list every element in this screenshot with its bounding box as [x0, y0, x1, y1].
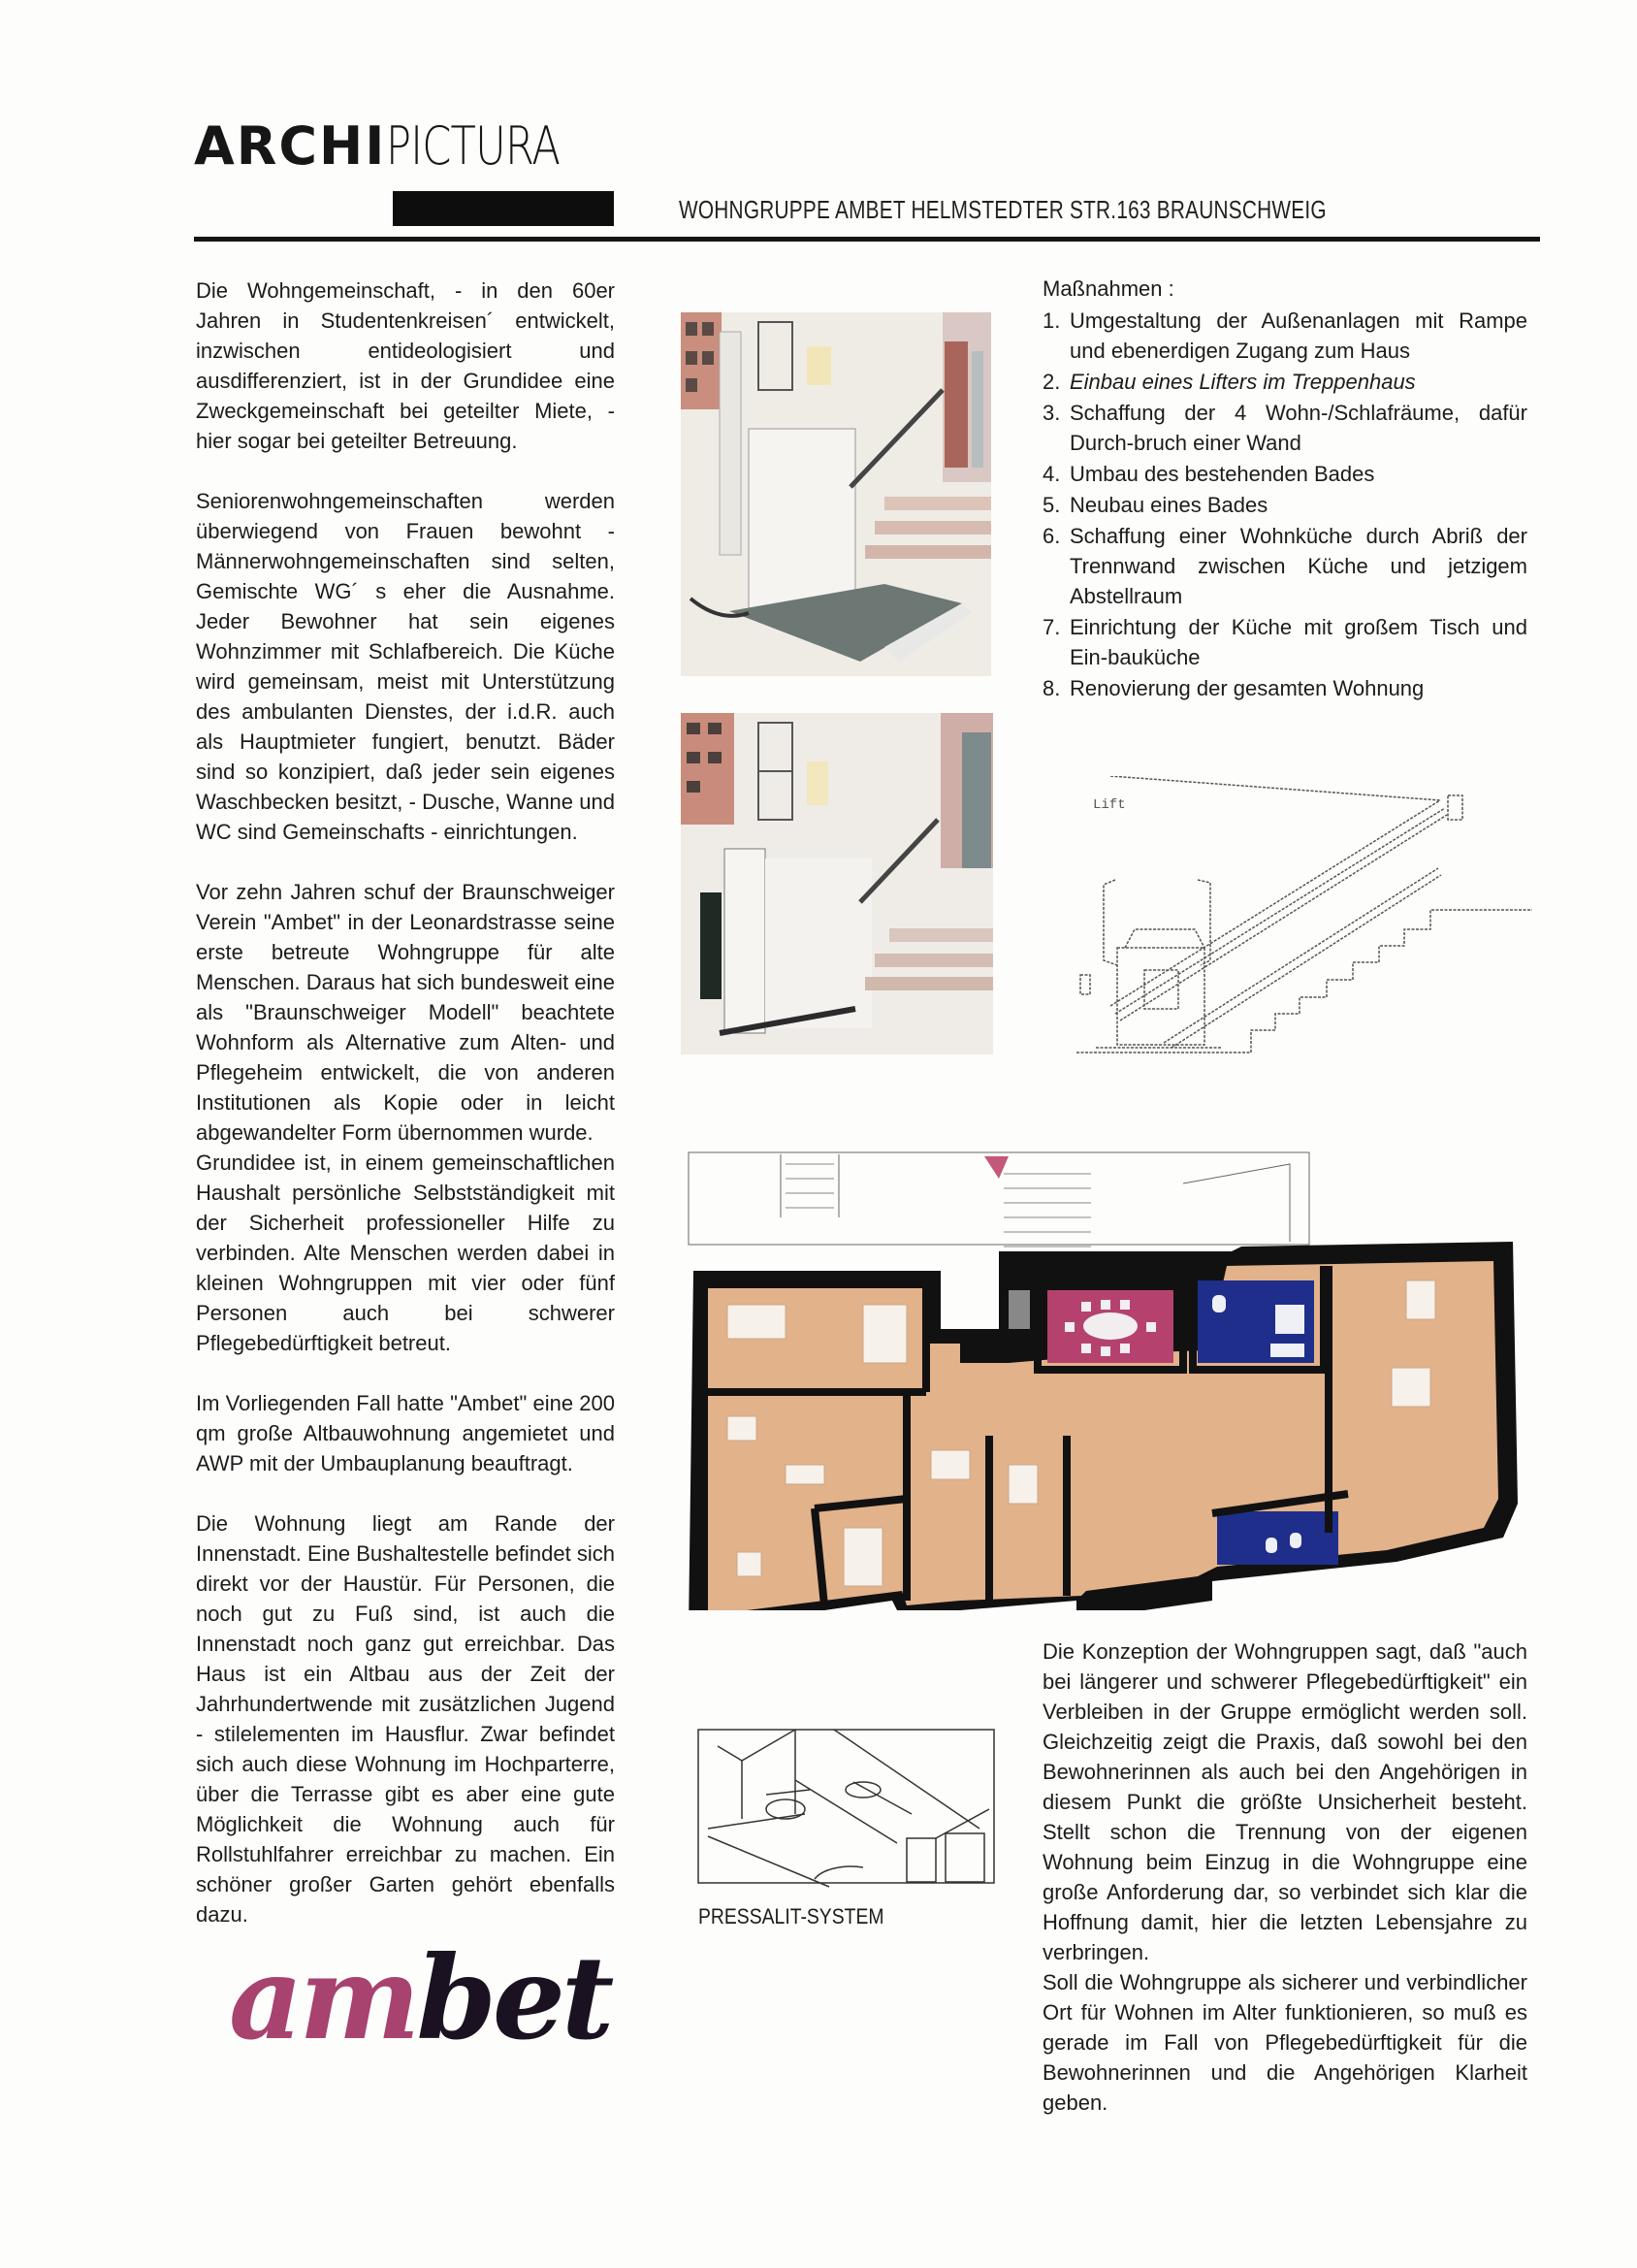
photo-stairlift-folded — [681, 713, 993, 1054]
measure-item: 7. Einrichtung der Küche mit großem Tisch und Ein-bauküche — [1043, 615, 1527, 669]
measures-heading: Maßnahmen : — [1043, 276, 1174, 301]
photo-stairlift-platform — [681, 312, 991, 676]
measure-item: 4. Umbau des bestehenden Bades — [1043, 462, 1375, 486]
measure-item: 1. Umgestaltung der Außenanlagen mit Rampe und ebenerdigen Zugang zum Haus — [1043, 308, 1527, 363]
paragraph-intro: Die Wohngemeinschaft, - in den 60er Jahren in Studentenkreisen´ entwickelt, inzwischen entideologisiert und ausdifferenziert, ist in der Grundidee eine Zweckgemeinschaft bei geteilter Miete, - hier sogar bei geteilter Betreuung. — [196, 278, 615, 453]
lift-section-drawing — [1047, 776, 1532, 1057]
floor-plan — [669, 1145, 1542, 1610]
paragraph-senioren: Seniorenwohngemeinschaften werden überwiegend von Frauen bewohnt - Männerwohngemeinschaften sind selten, Gemischte WG´ s eher die Ausnahme. Jeder Bewohner hat sein eigenes Wohnzimmer mit Schlafbereich. Die Küche wird gemeinsam, meist mit Unterstützung des ambulanten Dienstes, der i.d.R. auch als Hauptmieter fungiert, benutzt. Bäder sind so konzipiert, daß jeder sein eigenes Waschbecken besitzt, - Dusche, Wanne und WC sind Gemeinschafts - einrichtungen. — [196, 489, 615, 844]
ambet-logo-part2: bet — [416, 1930, 611, 2065]
paragraph-conclusion: Soll die Wohngruppe als sicherer und verbindlicher Ort für Wohnen im Alter funktionieren, so muß es gerade im Fall von Pflegebedürftigkeit für die Bewohnerinnen und die Angehörigen Klarheit geben. — [1043, 1970, 1527, 2115]
measure-item: 8. Renovierung der gesamten Wohnung — [1043, 676, 1425, 700]
paragraph-history: Vor zehn Jahren schuf der Braunschweiger Verein "Ambet" in der Leonardstrasse seine erste betreute Wohngruppe für alte Menschen. Daraus hat sich bundesweit eine als "Braunschweiger Modell" beachtete Wohnform als Alternative zum Alten- und Pflegeheim entwickelt, die von anderen Institutionen als Kopie oder in leicht abgewandelter Form übernommen wurde. — [196, 880, 615, 1145]
archipictura-logo — [194, 114, 603, 178]
ambet-logo-part1: am — [229, 1930, 417, 2065]
project-title: WOHNGRUPPE AMBET HELMSTEDTER STR.163 BRAUNSCHWEIG — [679, 195, 1327, 224]
measure-item: 2. Einbau eines Lifters im Treppenhaus — [1043, 370, 1416, 394]
ambet-logo — [229, 1930, 611, 2065]
pressalit-drawing — [689, 1722, 1023, 1892]
measure-item: 3. Schaffung der 4 Wohn-/Schlafräume, dafür Durch-bruch einer Wand — [1043, 401, 1527, 455]
paragraph-case: Im Vorliegenden Fall hatte "Ambet" eine 200 qm große Altbauwohnung angemietet und AWP mit der Umbauplanung beauftragt. — [196, 1391, 615, 1475]
logo-bold: ARCHI — [194, 115, 387, 177]
conception-section — [1043, 1636, 1527, 2118]
paragraph-conception: Die Konzeption der Wohngruppen sagt, daß "auch bei längerer und schwerer Pflegebedürftigkeit" ein Verbleiben in der Gruppe ermöglicht werden soll. Gleichzeitig zeigt die Praxis, daß sowohl bei den Bewohnerinnen als auch bei den Angehörigen in diesem Punkt die größte Unsicherheit besteht. Stellt schon die Trennung von der eigenen Wohnung beim Einzug in die Wohngruppe eine große Anforderung dar, so verbindet sich klar die Hoffnung damit, hier die letzten Lebensjahre zu verbringen. — [1043, 1639, 1527, 1964]
measure-item: 5. Neubau eines Bades — [1043, 493, 1268, 517]
measures-section — [1043, 274, 1527, 704]
measure-item: 6. Schaffung einer Wohnküche durch Abriß der Trennwand zwischen Küche und jetzigem Abstellraum — [1043, 524, 1527, 608]
measures-list — [1043, 306, 1527, 703]
pressalit-caption: PRESSALIT-SYSTEM — [698, 1904, 884, 1928]
header-rule — [194, 237, 1540, 242]
left-text-column — [196, 275, 615, 1960]
redaction-bar — [393, 191, 614, 226]
logo-light: PICTURA — [386, 115, 561, 177]
lift-label: Lift — [1093, 797, 1126, 813]
paragraph-grundidee: Grundidee ist, in einem gemeinschaftlichen Haushalt persönliche Selbstständigkeit mit der Sicherheit professioneller Hilfe zu verbinden. Alte Menschen werden dabei in kleinen Wohngruppen mit vier oder fünf Personen auch bei schwerer Pflegebedürftigkeit betreut. — [196, 1150, 615, 1355]
paragraph-location: Die Wohnung liegt am Rande der Innenstadt. Eine Bushaltestelle befindet sich direkt vor der Haustür. Für Personen, die noch gut zu Fuß sind, ist auch die Innenstadt noch ganz gut erreichbar. Das Haus ist ein Altbau aus der Zeit der Jahrhundertwende mit zusätzlichen Jugend - stilelementen im Hausflur. Zwar befindet sich auch diese Wohnung im Hochparterre, über die Terrasse gibt es aber eine gute Möglichkeit die Wohnung auch für Rollstuhlfahrer erreichbar zu machen. Ein schöner großer Garten gehört ebenfalls dazu. — [196, 1511, 615, 1927]
